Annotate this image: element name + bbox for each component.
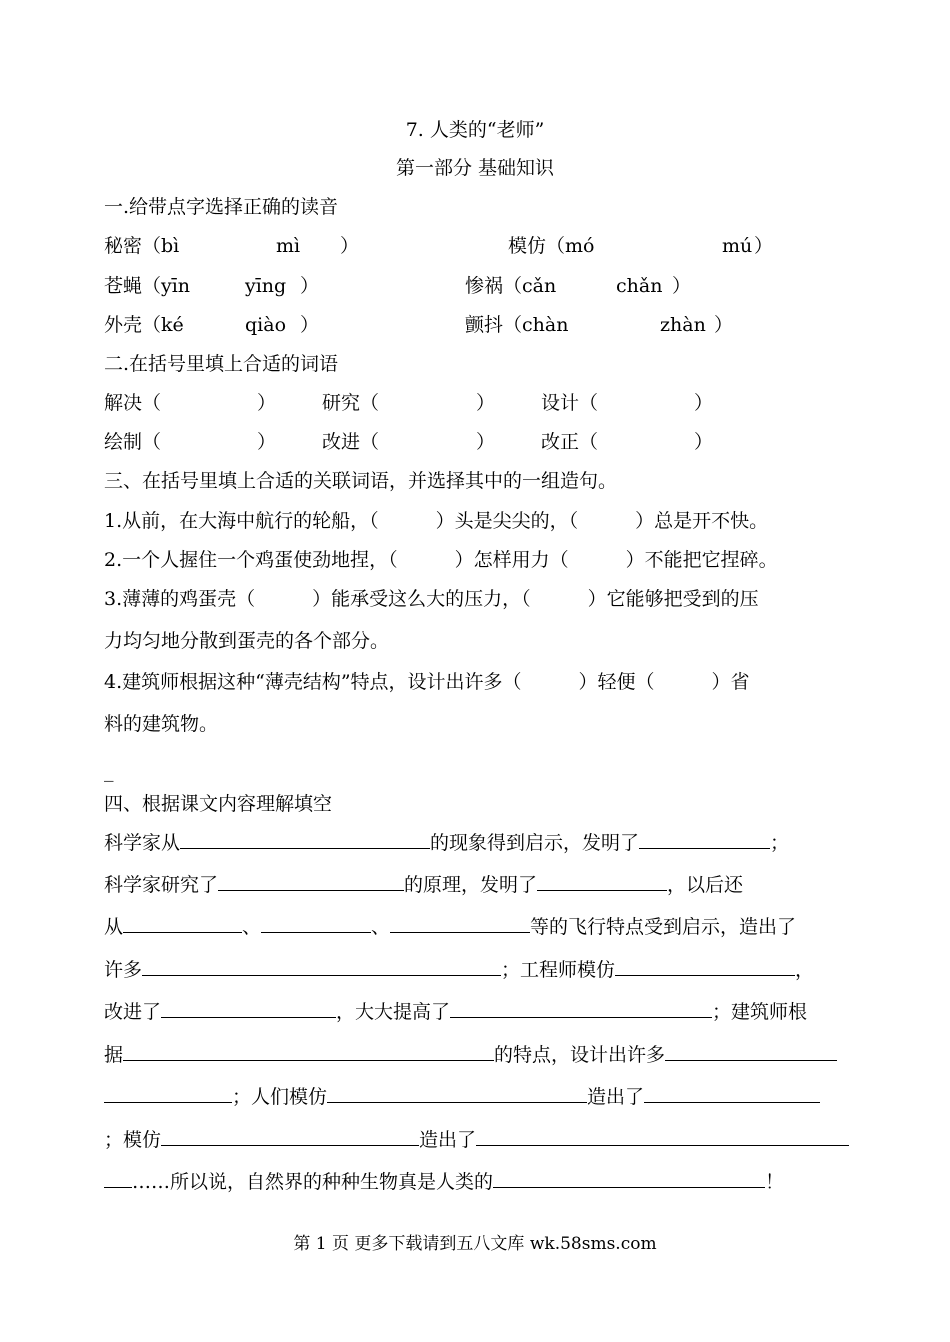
fill-word-bracket: ） xyxy=(694,392,714,414)
section1-heading: 一.给带点字选择正确的读音 xyxy=(104,196,339,218)
pinyin-item: 苍蝇（yīn xyxy=(104,275,191,297)
text-segment: ；工程师模仿 xyxy=(501,959,616,981)
answer-blank[interactable] xyxy=(493,1169,765,1188)
answer-blank[interactable] xyxy=(476,1127,849,1146)
sentence-3-line1: 3.薄薄的鸡蛋壳（ ）能承受这么大的压力，（ ）它能够把受到的压 xyxy=(104,588,759,610)
fill-paragraph-line xyxy=(104,999,807,1025)
pinyin-bracket: ） xyxy=(714,314,734,336)
text-segment: 、 xyxy=(242,916,262,938)
fill-paragraph-line xyxy=(104,1084,820,1110)
fill-word-bracket: ） xyxy=(257,392,277,414)
pinyin-bracket: ） xyxy=(300,314,320,336)
fill-word-item: 绘制（ xyxy=(104,431,162,453)
sentence-1: 1.从前，在大海中航行的轮船，（ ）头是尖尖的，（ ）总是开不快。 xyxy=(104,510,769,532)
answer-blank[interactable] xyxy=(161,1127,419,1146)
answer-blank[interactable] xyxy=(450,999,712,1018)
pinyin-option: chǎn xyxy=(616,275,663,297)
answer-blank[interactable] xyxy=(665,1042,837,1061)
fill-word-item: 改正（ xyxy=(541,431,599,453)
answer-blank[interactable] xyxy=(261,914,371,933)
pinyin-bracket: ） xyxy=(300,275,320,297)
fill-word-bracket: ） xyxy=(694,431,714,453)
pinyin-option: mì xyxy=(276,235,301,257)
fill-word-bracket: ） xyxy=(476,431,496,453)
fill-paragraph-line xyxy=(104,914,796,940)
fill-word-item: 设计（ xyxy=(541,392,599,414)
fill-paragraph-line xyxy=(104,830,789,856)
sentence-2: 2.一个人握住一个鸡蛋使劲地捏，（ ）怎样用力（ ）不能把它捏碎。 xyxy=(104,549,778,571)
pinyin-item: 外壳（ké xyxy=(104,314,184,336)
pinyin-option: mú xyxy=(722,235,753,257)
section3-heading: 三、在括号里填上合适的关联词语，并选择其中的一组造句。 xyxy=(104,470,618,492)
pinyin-item: 惨祸（cǎn xyxy=(465,275,557,297)
answer-blank[interactable] xyxy=(123,1042,494,1061)
answer-blank[interactable] xyxy=(390,914,530,933)
pinyin-bracket: ） xyxy=(754,235,774,257)
text-segment: 等的飞行特点受到启示，造出了 xyxy=(530,916,797,938)
text-segment: 改进了 xyxy=(104,1001,162,1023)
text-segment: 造出了 xyxy=(419,1129,477,1151)
text-segment: 科学家研究了 xyxy=(104,874,219,896)
pinyin-option: qiào xyxy=(245,314,287,336)
answer-blank[interactable] xyxy=(644,1084,820,1103)
text-segment: ，以后还 xyxy=(667,874,744,896)
text-segment: 的特点，设计出许多 xyxy=(494,1044,666,1066)
text-segment: 从 xyxy=(104,916,124,938)
answer-blank[interactable] xyxy=(537,872,667,891)
sentence-4-line2: 料的建筑物。 xyxy=(104,713,219,735)
pinyin-item: 颤抖（chàn xyxy=(465,314,569,336)
fill-paragraph-line xyxy=(104,1127,849,1153)
text-segment: 造出了 xyxy=(587,1086,645,1108)
text-segment: ……所以说，自然界的种种生物真是人类的 xyxy=(132,1171,494,1193)
answer-blank[interactable] xyxy=(615,957,795,976)
text-segment: ， xyxy=(795,959,815,981)
pinyin-bracket: ） xyxy=(672,275,692,297)
text-segment: ！ xyxy=(765,1171,785,1193)
answer-blank[interactable] xyxy=(327,1084,587,1103)
sentence-4-line1: 4.建筑师根据这种“薄壳结构”特点，设计出许多（ ）轻便（ ）省 xyxy=(104,671,750,693)
answer-blank[interactable] xyxy=(218,872,404,891)
fill-paragraph-line xyxy=(104,1169,784,1195)
text-segment: 许多 xyxy=(104,959,143,981)
fill-word-item: 研究（ xyxy=(322,392,380,414)
text-segment: 的现象得到启示，发明了 xyxy=(430,832,640,854)
text-segment: ，大大提高了 xyxy=(336,1001,451,1023)
sentence-3-line2: 力均匀地分散到蛋壳的各个部分。 xyxy=(104,630,390,652)
section4-heading: 四、根据课文内容理解填空 xyxy=(104,793,333,815)
page-title: 7. 人类的“老师” xyxy=(405,119,545,141)
answer-blank[interactable] xyxy=(104,1084,232,1103)
pinyin-option: zhàn xyxy=(660,314,706,336)
fill-word-item: 解决（ xyxy=(104,392,162,414)
answer-dash: _ xyxy=(104,760,114,782)
part-title: 第一部分 基础知识 xyxy=(395,157,555,179)
answer-blank[interactable] xyxy=(180,830,430,849)
section2-heading: 二.在括号里填上合适的词语 xyxy=(104,353,339,375)
pinyin-bracket: ） xyxy=(340,235,360,257)
text-segment: ；建筑师根 xyxy=(712,1001,808,1023)
answer-blank[interactable] xyxy=(123,914,242,933)
pinyin-option: yīng xyxy=(245,275,287,297)
text-segment: 、 xyxy=(371,916,391,938)
pinyin-item: 模仿（mó xyxy=(508,235,595,257)
text-segment: 据 xyxy=(104,1044,124,1066)
text-segment: ；模仿 xyxy=(104,1129,162,1151)
text-segment: ； xyxy=(770,832,790,854)
text-segment: 科学家从 xyxy=(104,832,181,854)
answer-blank[interactable] xyxy=(639,830,770,849)
text-segment: 的原理，发明了 xyxy=(404,874,538,896)
answer-blank[interactable] xyxy=(161,999,336,1018)
fill-word-bracket: ） xyxy=(257,431,277,453)
pinyin-item: 秘密（bì xyxy=(104,235,180,257)
answer-blank[interactable] xyxy=(104,1169,132,1188)
fill-paragraph-line xyxy=(104,872,743,898)
page-footer: 第 1 页 更多下载请到五八文库 wk.58sms.com xyxy=(293,1234,657,1254)
text-segment: ；人们模仿 xyxy=(232,1086,328,1108)
fill-word-item: 改进（ xyxy=(322,431,380,453)
fill-paragraph-line xyxy=(104,957,814,983)
answer-blank[interactable] xyxy=(142,957,501,976)
fill-paragraph-line xyxy=(104,1042,837,1068)
fill-word-bracket: ） xyxy=(476,392,496,414)
